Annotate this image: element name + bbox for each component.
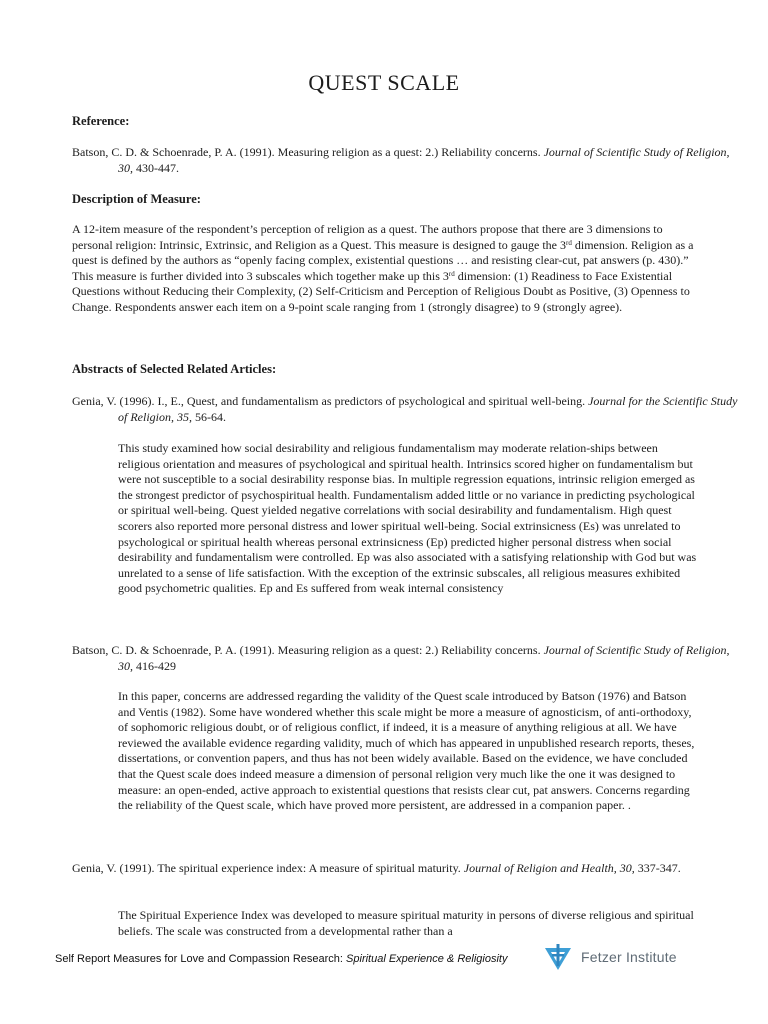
description-sup-1: rd: [566, 238, 572, 247]
abstract-2-authors: Batson, C. D. & Schoenrade, P. A. (1991). Measuring religion as a quest: 2.) Reliability concerns.: [72, 643, 544, 657]
fetzer-logo-name: Fetzer Institute: [581, 949, 677, 965]
abstracts-heading: Abstracts of Selected Related Articles:: [72, 362, 277, 376]
reference-journal: Journal of Scientific Study of Religion, 30,: [118, 145, 730, 175]
footer-text: [55, 953, 507, 965]
abstract-2-body: In this paper, concerns are addressed regarding the validity of the Quest scale introduced by Batson (1976) and Batson and Ventis (1982). Some have wondered whether this scale might be more a measure of agnosticism, of anti-orthodoxy, of sophomoric religious doubt, or of religious conflict, if indeed, it is a measure of anything religious at all. We have reviewed the available evidence regarding validity, much of which has appeared in unpublished research reports, theses, dissertations, or convention papers, and thus has not been widely available. Based on the evidence, we have concluded that the Quest scale does indeed measure a dimension of personal religion very much like the one it was designed to measure: an open-ended, active approach to existential questions that resists clear cut, pat answers. Concerns regarding the reliability of the Quest scale, which have proved more persistent, are addressed in a companion paper. .: [118, 689, 695, 813]
abstract-2-pages: 416-429: [133, 658, 176, 673]
footer-section-title: Spiritual Experience & Religiosity: [346, 953, 508, 965]
abstract-3-citation: [72, 861, 744, 877]
abstract-1-citation: [72, 394, 744, 425]
abstract-2-citation: [72, 643, 744, 674]
description-sup-2: rd: [448, 269, 455, 278]
page-title: QUEST SCALE: [308, 70, 460, 95]
description-heading: Description of Measure:: [72, 192, 201, 206]
fetzer-logo: [543, 942, 677, 972]
description-text-1: A 12-item measure of the respondent’s perception of religion as a quest. The authors propose that there are 3 dimensions to personal religion: Intrinsic, Extrinsic, and Religion as a Quest. This measure is designed to gauge the 3: [72, 222, 663, 252]
reference-citation: [72, 145, 744, 176]
abstract-1-authors: Genia, V. (1996). I., E., Quest, and fundamentalism as predictors of psychological and spiritual well-being.: [72, 394, 589, 408]
abstract-1-pages: 56-64.: [192, 409, 226, 424]
abstract-2-journal: Journal of Scientific Study of Religion, 30,: [118, 643, 730, 673]
footer-series-title: Self Report Measures for Love and Compassion Research:: [55, 953, 347, 965]
page-footer: [55, 946, 695, 972]
description-text-3: dimension: (1) Readiness to Face Existential Questions without Reducing their Complexity, (2) Self-Criticism and Perception of Religious Doubt as Positive, (3) Openness to Change. Respondents answer each item on a 9-point scale ranging from 1 (strongly disagree) to 9 (strongly agree).: [72, 268, 690, 314]
reference-heading: Reference:: [72, 114, 130, 128]
abstract-1-journal: Journal for the Scientific Study of Religion, 35,: [118, 394, 738, 424]
reference-authors: Batson, C. D. & Schoenrade, P. A. (1991). Measuring religion as a quest: 2.) Reliability concerns.: [72, 145, 544, 159]
abstract-3-pages: 337-347.: [634, 861, 681, 875]
description-text-2: dimension. Religion as a quest is defined by the authors as “openly facing complex, existential questions … and resisting clear-cut, pat answers (p. 430).” This measure is further divided into 3 subscales which together make up this 3: [72, 237, 694, 283]
fetzer-logo-icon: [543, 942, 573, 972]
description-paragraph: [72, 222, 694, 316]
abstract-3-authors: Genia, V. (1991). The spiritual experience index: A measure of spiritual maturity.: [72, 861, 464, 875]
abstract-3-journal: Journal of Religion and Health, 30,: [463, 861, 635, 875]
abstract-3-body: The Spiritual Experience Index was developed to measure spiritual maturity in persons of diverse religious and spiritual beliefs. The scale was constructed from a developmental rather than a: [118, 908, 694, 938]
reference-pages: 430-447.: [133, 160, 179, 175]
abstract-1-body: This study examined how social desirability and religious fundamentalism may moderate relation-ships between religious orientation and measures of psychological and spiritual health. Intrinsics scored higher on fundamentalism but were not susceptible to a social desirability response bias. In multiple regression equations, intrinsic religion emerged as the strongest predictor of psychospiritual health. Fundamentalism added little or no variance in predicting psychological or spiritual well-being. Quest yielded negative correlations with social desirability and fundamentalism. High quest scorers also reported more personal distress and lower spiritual well-being. Social extrinsicness (Es) was unrelated to psychological or spiritual health whereas personal extrinsicness (Ep) predicted higher personal distress when social desirability and fundamentalism were controlled. Ep was also associated with a satisfying relationship with God but was unrelated to a sense of life satisfaction. With the exception of the extrinsic subscales, all religious measures exhibited good psychometric qualities. Ep and Es suffered from weak internal consistency: [118, 441, 697, 596]
